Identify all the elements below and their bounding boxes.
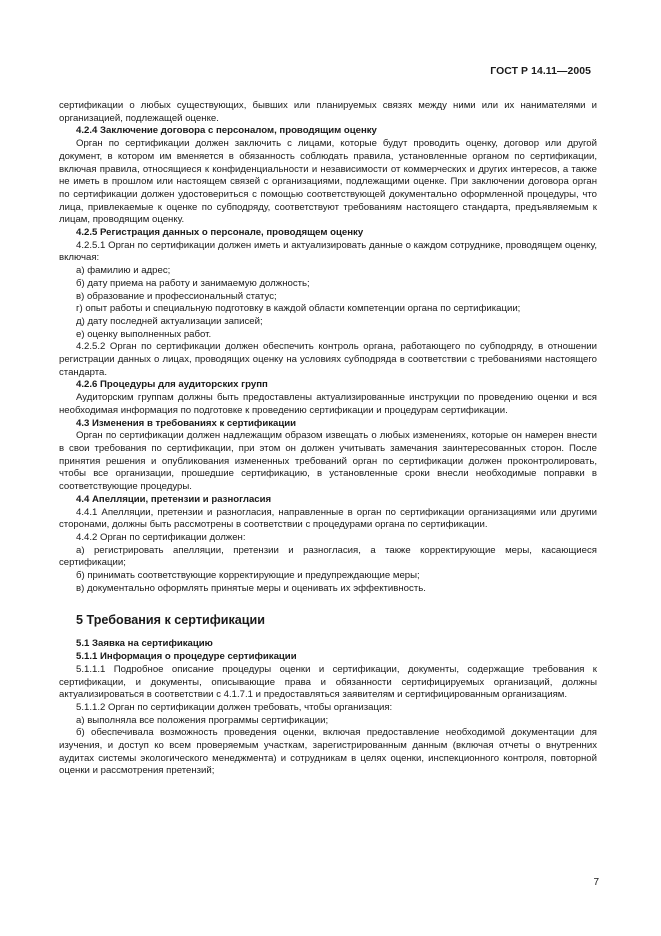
list-item: д) дату последней актуализации записей; xyxy=(76,315,263,327)
subsection-heading: 4.3 Изменения в требованиях к сертификации xyxy=(76,417,297,429)
list-item: в) образование и профессиональный статус; xyxy=(76,290,277,302)
paragraph: Орган по сертификации должен заключить с лицами, которые будут проводить оценку, договор или другой документ, в котором им вменяется в обязанность соблюдать правила, установленные органом по сертификации, включая правила, относящиеся к конфиденциальности и независимости от коммерческих и других интересов, а также не иметь в прошлом или настоящем связей с организациями, подлежащими оценке. При заключении договора орган по сертификации должен удостовериться с помощью соответствующей документально оформленной процедуры, что лица, привлекаемые к оценке по субподряду, соответствуют требованиям настоящего стандарта, предъявляемым к лицам, проводящим оценку. xyxy=(59,138,597,226)
paragraph: 4.2.5.2 Орган по сертификации должен обеспечить контроль органа, работающего по субподряду, в отношении регистрации данных о лицах, проводящих оценку на условиях субподряда в соответствии с требованиями настоящего стандарта. xyxy=(59,341,597,378)
list-item: а) выполняла все положения программы сертификации; xyxy=(76,714,329,726)
subsection-heading: 4.2.4 Заключение договора с персоналом, проводящим оценку xyxy=(76,125,377,137)
paragraph: 4.4.2 Орган по сертификации должен: xyxy=(76,531,246,543)
list-item: б) принимать соответствующие корректирующие и предупреждающие меры; xyxy=(76,570,420,582)
list-item: е) оценку выполненных работ. xyxy=(76,328,212,340)
subsection-heading: 4.2.6 Процедуры для аудиторских групп xyxy=(76,379,268,391)
list-item: в) документально оформлять принятые меры и оценивать их эффективность. xyxy=(76,582,426,594)
list-item: а) регистрировать апелляции, претензии и разногласия, а также корректирующие меры, касающиеся сертификации; xyxy=(59,544,597,569)
paragraph: 5.1.1.1 Подробное описание процедуры оценки и сертификации, документы, содержащие требования к сертификации, и документы, описывающие права и обязанности сертифицируемых организаций, должны актуализироваться в соответствии с 4.1.7.1 и предоставляться заявителям и сертифицированным организациям. xyxy=(59,663,597,701)
document-body xyxy=(59,100,597,778)
subsection-heading: 4.4 Апелляции, претензии и разногласия xyxy=(76,493,272,505)
paragraph: 4.4.1 Апелляции, претензии и разногласия, направленные в орган по сертификации организациями или другими сторонами, должны быть рассмотрены в соответствии с процедурами органа по сертификации. xyxy=(59,506,597,531)
document-standard-id: ГОСТ Р 14.11—2005 xyxy=(490,66,591,77)
subsection-heading: 4.2.5 Регистрация данных о персонале, проводящем оценку xyxy=(76,227,364,239)
paragraph: Аудиторским группам должны быть предоставлены актуализированные инструкции по проведению оценки и вся необходимая информация по подготовке к проведению сертификации и процедурам сертификации. xyxy=(59,392,597,416)
page-number: 7 xyxy=(593,877,599,888)
list-item: б) обеспечивала возможность проведения оценки, включая предоставление необходимой документации для изучения, и доступ ко всем проверяемым участкам, зарегистрированным данным (включая отчеты о внутренних аудитах системы экологического менеджмента) и сотрудникам в целях оценки, инспекционного контроля, повторной оценки и рассмотрения претензий; xyxy=(59,727,597,777)
subsection-heading: 5.1 Заявка на сертификацию xyxy=(76,638,213,650)
section-heading: 5 Требования к сертификации xyxy=(76,613,266,628)
paragraph: Орган по сертификации должен надлежащим образом извещать о любых изменениях, которые он намерен внести в свои требования по сертификации, при этом он должен учитывать замечания заинтересованных сторон. После принятия решения и опубликования измененных требований орган по сертификации должен проконтролировать, чтобы все организации, прошедшие сертификацию, в установленные сроки внесли необходимые поправки в соответствующие процедуры. xyxy=(59,430,597,493)
list-item: а) фамилию и адрес; xyxy=(76,265,171,277)
subsection-heading: 5.1.1 Информация о процедуре сертификации xyxy=(76,651,297,663)
list-item: г) опыт работы и специальную подготовку в каждой области компетенции органа по сертификации; xyxy=(76,303,521,315)
list-item: б) дату приема на работу и занимаемую должность; xyxy=(76,277,310,289)
paragraph: сертификации о любых существующих, бывших или планируемых связях между ними или их нанимателями и организацией, подлежащей оценке. xyxy=(59,100,597,124)
paragraph: 4.2.5.1 Орган по сертификации должен иметь и актуализировать данные о каждом сотруднике, проводящем оценку, включая: xyxy=(59,239,597,264)
paragraph: 5.1.1.2 Орган по сертификации должен требовать, чтобы организация: xyxy=(76,701,393,713)
